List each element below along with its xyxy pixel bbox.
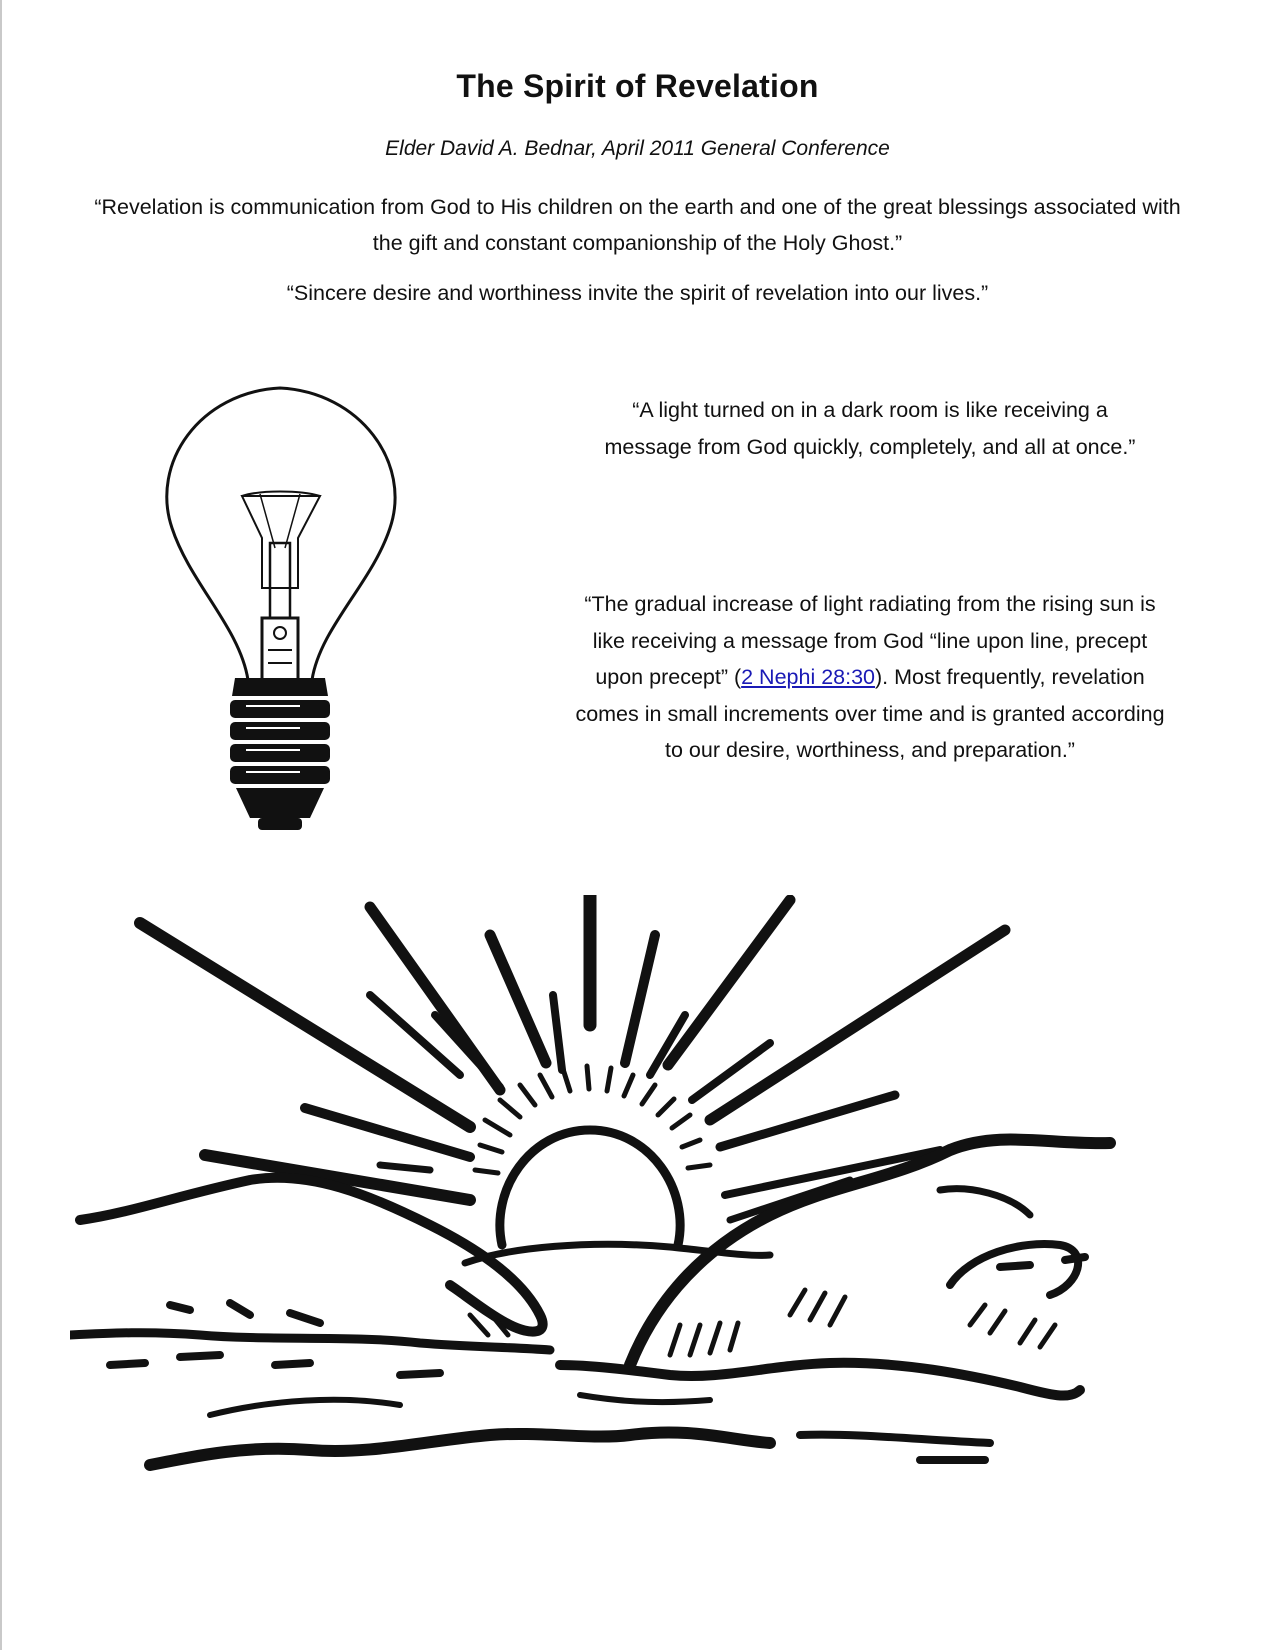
sunrise-icon (70, 895, 1210, 1575)
quote-revelation-definition: “Revelation is communication from God to His children on the earth and one of the great blessings associated with the gift and constant companionship of the Holy Ghost.” (94, 195, 1181, 255)
page-left-edge (0, 0, 2, 1650)
light-bulb-icon (150, 378, 450, 850)
page-title: The Spirit of Revelation (456, 68, 819, 104)
quote-rising-sun (575, 586, 1165, 769)
quote-light-in-dark-room: “A light turned on in a dark room is like receiving a message from God quickly, completely, and all at once.” (604, 398, 1136, 459)
quote-rising-sun-before: “The gradual increase of light radiating from the rising sun is like receiving a message from God “line upon line, precept upon precept” ( (584, 592, 1156, 689)
quote-sincere-desire: “Sincere desire and worthiness invite the spirit of revelation into our lives.” (286, 281, 989, 305)
quote-rising-sun-after: ). Most frequently, revelation comes in small increments over time and is granted according to our desire, worthiness, and preparation.” (575, 665, 1165, 762)
scripture-reference-link[interactable]: 2 Nephi 28:30 (741, 665, 876, 689)
page-subtitle: Elder David A. Bednar, April 2011 General Conference (385, 137, 890, 160)
